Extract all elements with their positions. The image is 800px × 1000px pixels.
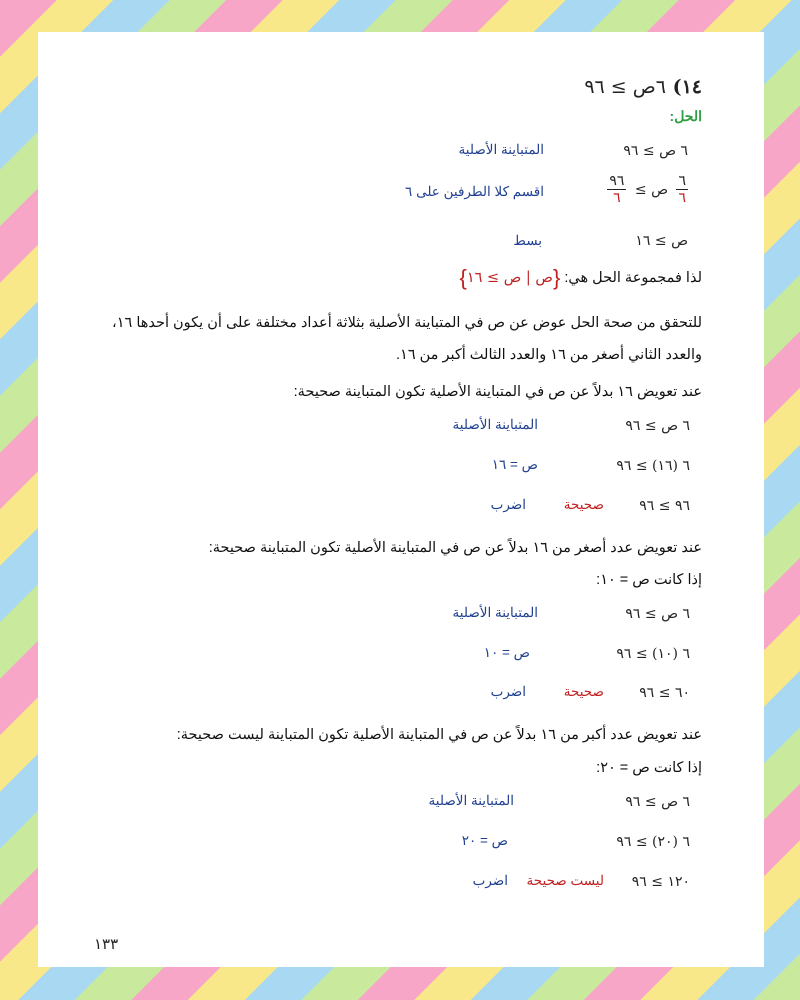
textbook-page <box>38 32 764 967</box>
problem-header <box>584 76 702 98</box>
solution-set-line <box>459 265 702 291</box>
fraction-rhs: $\frac{٩٦}{٦}$ <box>609 173 625 206</box>
check2-row2-note: ص = ١٠ <box>483 645 530 660</box>
check3-if-line: إذا كانت ص = ٢٠: <box>596 760 702 776</box>
check2-intro: عند تعويض عدد أصغر من ١٦ بدلاً عن ص في المتباينة الأصلية تكون المتباينة صحيحة: <box>208 540 702 556</box>
check3-row1-math: ٦ ص ≥ ٩٦ <box>625 794 690 810</box>
step-2-note: اقسم كلا الطرفين على ٦ <box>405 184 544 199</box>
check1-row1-math: ٦ ص ≥ ٩٦ <box>625 418 690 434</box>
step-3-note: بسط <box>513 233 542 248</box>
solution-set-brace-open: { <box>552 265 561 290</box>
check2-row3-math: ٦٠ ≥ ٩٦ <box>639 685 690 701</box>
step-1-math: ٦ ص ≥ ٩٦ <box>623 143 688 159</box>
check1-intro: عند تعويض ١٦ بدلاً عن ص في المتباينة الأصلية تكون المتباينة صحيحة: <box>293 384 702 400</box>
check1-row3-verdict: صحيحة <box>563 497 604 512</box>
page-number: ١٣٣ <box>94 935 119 953</box>
check1-row3-math: ٩٦ ≥ ٩٦ <box>639 498 690 514</box>
step-2-math <box>607 173 688 206</box>
check3-row2-note: ص = ٢٠ <box>461 833 508 848</box>
step-3-math: ص ≥ ١٦ <box>635 233 688 249</box>
check3-row3-note: اضرب <box>472 873 508 888</box>
step-1-note: المتباينة الأصلية <box>458 142 544 157</box>
check2-row2-math: ٦ (١٠) ≥ ٩٦ <box>616 646 690 662</box>
check3-row1-note: المتباينة الأصلية <box>428 793 514 808</box>
solution-set-inner: ص | ص ≥ ١٦ <box>466 269 553 286</box>
solution-label: الحل: <box>669 108 702 124</box>
check3-row3-verdict: ليست صحيحة <box>526 873 604 888</box>
problem-number: ١٤) <box>672 76 702 98</box>
check3-intro: عند تعويض عدد أكبر من ١٦ بدلاً عن ص في المتباينة الأصلية تكون المتباينة ليست صحيحة: <box>176 727 702 743</box>
check2-row1-math: ٦ ص ≥ ٩٦ <box>625 606 690 622</box>
check2-row1-note: المتباينة الأصلية <box>452 605 538 620</box>
verify-line-2: والعدد الثاني أصغر من ١٦ والعدد الثالث أكبر من ١٦. <box>396 347 702 363</box>
fraction-lhs: $\frac{٦}{٦}$ <box>678 173 686 206</box>
check1-row2-note: ص = ١٦ <box>491 457 538 472</box>
check2-row3-note: اضرب <box>490 684 526 699</box>
verify-line-1: للتحقق من صحة الحل عوض عن ص في المتباينة الأصلية بثلاثة أعداد مختلفة على أن يكون أحدها ١٦، <box>112 315 702 331</box>
check1-row2-math: ٦ (١٦) ≥ ٩٦ <box>616 458 690 474</box>
check1-row1-note: المتباينة الأصلية <box>452 417 538 432</box>
solution-set-text: لذا فمجموعة الحل هي: <box>564 269 702 286</box>
check2-row3-verdict: صحيحة <box>563 684 604 699</box>
check3-row2-math: ٦ (٢٠) ≥ ٩٦ <box>616 834 690 850</box>
problem-inequality: ٦ص ≥ ٩٦ <box>584 76 666 98</box>
solution-set-brace-close: } <box>459 265 467 290</box>
check1-row3-note: اضرب <box>490 497 526 512</box>
check2-if-line: إذا كانت ص = ١٠: <box>596 572 702 588</box>
check3-row3-math: ١٢٠ ≥ ٩٦ <box>631 874 690 890</box>
fraction-relation: ص ≥ <box>634 181 669 198</box>
